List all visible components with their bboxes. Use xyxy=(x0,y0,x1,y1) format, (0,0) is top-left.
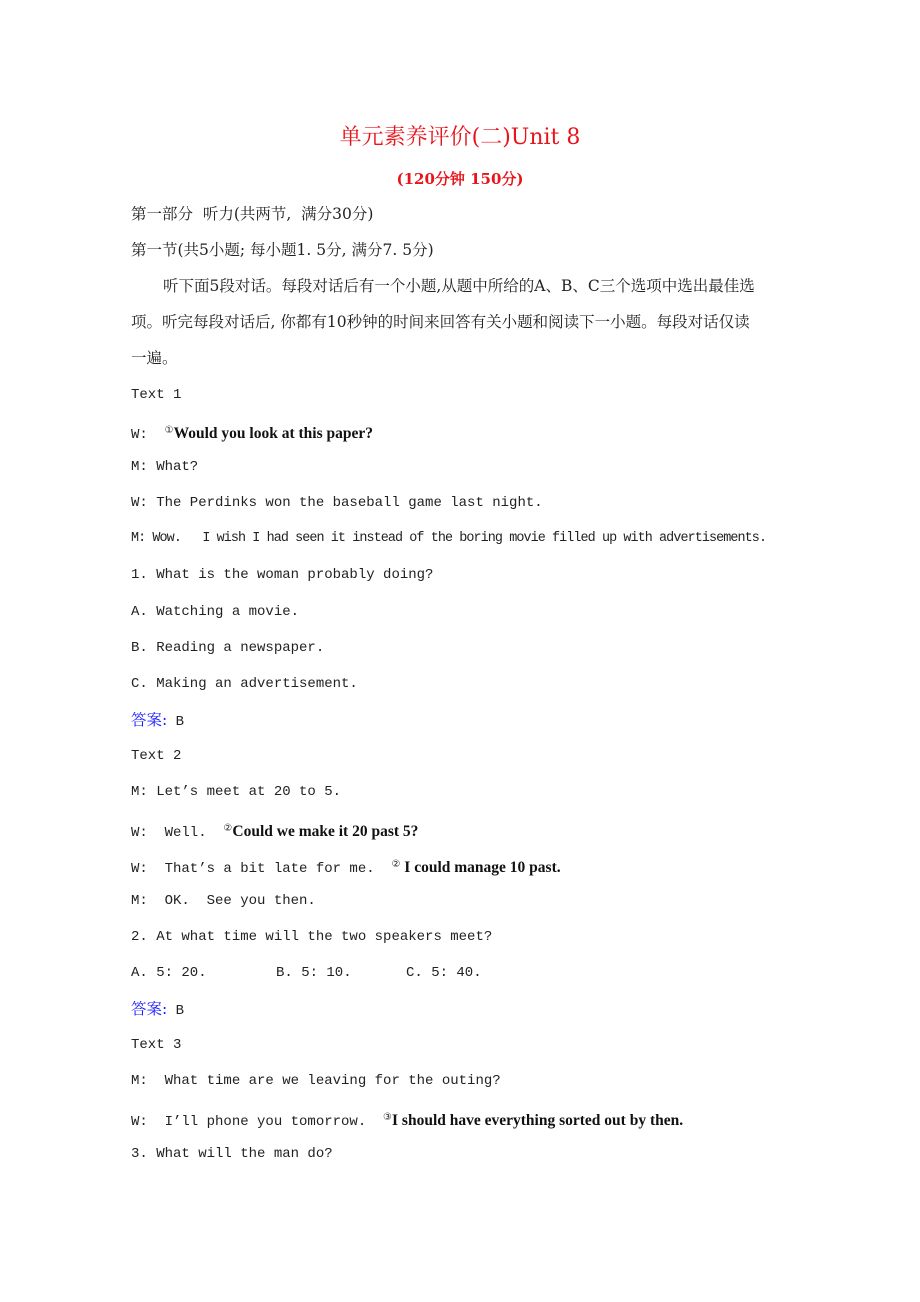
document-subtitle: (120分钟 150分) xyxy=(396,170,524,188)
instructions-line: 项。听完每段对话后, 你都有10秒钟的时间来回答有关小题和阅读下一小题。每段对话仅读 xyxy=(131,313,750,331)
question: 2. At what time will the two speakers meet? xyxy=(131,929,493,945)
dialogue-line: M: Wow. I wish I had seen it instead of the boring movie filled up with advertisements. xyxy=(131,531,767,546)
dialogue-text: W: I’ll phone you tomorrow. xyxy=(131,1114,384,1130)
document-title: 单元素养评价(二)Unit 8 xyxy=(339,125,581,150)
speaker: W: xyxy=(131,427,165,443)
option: B. Reading a newspaper. xyxy=(131,640,325,656)
dialogue-text: W: Well. xyxy=(131,825,224,841)
dialogue-line xyxy=(131,819,418,843)
text2-heading: Text 2 xyxy=(131,748,182,764)
dialogue-line: M: What time are we leaving for the outing? xyxy=(131,1073,501,1089)
dialogue-line xyxy=(131,855,561,879)
answer-value: B xyxy=(167,1003,185,1019)
dialogue-line: W: The Perdinks won the baseball game last night. xyxy=(131,495,543,511)
answer xyxy=(131,999,184,1021)
option: A. Watching a movie. xyxy=(131,604,300,620)
part-heading: 第一部分 听力(共两节, 满分30分) xyxy=(131,205,374,223)
instructions-line: 一遍。 xyxy=(131,349,178,367)
key-sentence: Would you look at this paper? xyxy=(173,425,373,442)
answer-label: 答案: xyxy=(131,1000,168,1018)
marker: ③ xyxy=(383,1112,393,1123)
instructions-line: 听下面5段对话。每段对话后有一个小题,从题中所给的A、B、C三个选项中选出最佳选 xyxy=(163,277,755,295)
dialogue-line xyxy=(131,1108,683,1132)
question: 3. What will the man do? xyxy=(131,1146,333,1162)
dialogue-line: M: OK. See you then. xyxy=(131,893,316,909)
text1-heading: Text 1 xyxy=(131,387,182,403)
text3-heading: Text 3 xyxy=(131,1037,182,1053)
option: B. 5: 10. xyxy=(276,965,352,981)
option: C. 5: 40. xyxy=(406,965,482,981)
key-sentence: Could we make it 20 past 5? xyxy=(232,823,419,840)
marker: ② xyxy=(223,823,233,834)
dialogue-line: M: Let’s meet at 20 to 5. xyxy=(131,784,342,800)
section-heading: 第一节(共5小题; 每小题1. 5分, 满分7. 5分) xyxy=(131,241,434,259)
answer-value: B xyxy=(167,714,185,730)
key-sentence: I should have everything sorted out by then. xyxy=(392,1112,684,1129)
question: 1. What is the woman probably doing? xyxy=(131,567,434,583)
key-sentence: I could manage 10 past. xyxy=(400,859,561,876)
option: C. Making an advertisement. xyxy=(131,676,358,692)
answer-label: 答案: xyxy=(131,711,168,729)
dialogue-line xyxy=(131,421,373,445)
option: A. 5: 20. xyxy=(131,965,207,981)
marker: ① xyxy=(164,425,174,436)
dialogue-text: W: That’s a bit late for me. xyxy=(131,861,392,877)
answer xyxy=(131,710,184,732)
dialogue-line: M: What? xyxy=(131,459,199,475)
marker: ② xyxy=(391,859,401,870)
